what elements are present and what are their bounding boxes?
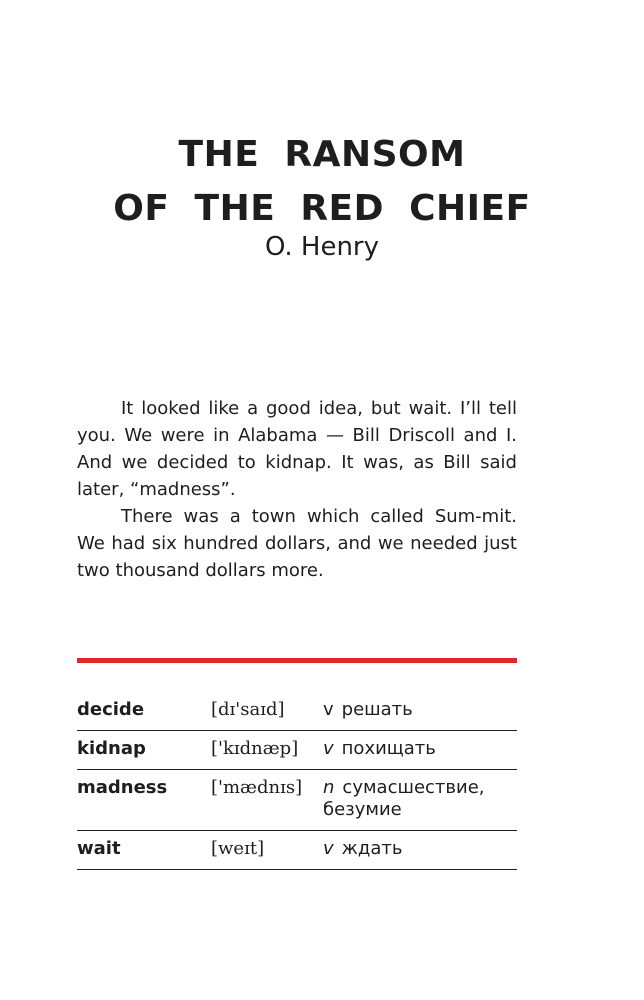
- vocab-row-wait: [77, 831, 517, 870]
- vocab-definition: [323, 738, 517, 760]
- vocab-row-decide: [77, 692, 517, 731]
- title-block: [0, 128, 644, 262]
- vocab-part-of-speech: v: [323, 738, 334, 759]
- vocab-word: wait: [77, 838, 121, 859]
- vocab-part-of-speech: v: [323, 838, 334, 859]
- vocab-transcription: [weɪt]: [211, 838, 265, 859]
- vocab-definition: [323, 699, 517, 721]
- vocab-translation: похищать: [341, 738, 436, 759]
- vocab-part-of-speech: v: [323, 699, 334, 720]
- vocab-word: madness: [77, 777, 168, 798]
- vocab-translation: сумасшествие, безумие: [323, 777, 485, 820]
- vocab-translation: ждать: [341, 838, 403, 859]
- paragraph-1: It looked like a good idea, but wait. I’ll tell you. We were in Alabama — Bill Driscoll and I. And we decided to kidnap. It was, as Bill said later, “madness”.: [77, 398, 517, 500]
- vocab-transcription: ['kɪdnæp]: [211, 738, 299, 759]
- vocab-definition: [323, 838, 517, 860]
- author-name: O. Henry: [264, 232, 380, 262]
- vocab-row-madness: [77, 770, 517, 831]
- vocab-transcription: ['mædnɪs]: [211, 777, 303, 798]
- red-divider: [77, 658, 517, 663]
- vocab-transcription: [dɪ'saɪd]: [211, 699, 285, 720]
- vocab-row-kidnap: [77, 731, 517, 770]
- story-text: [77, 395, 517, 584]
- title-line-1: THE RANSOM: [178, 134, 466, 175]
- vocab-definition: [323, 777, 517, 821]
- title-line-2: OF THE RED CHIEF: [113, 188, 531, 229]
- vocab-part-of-speech: n: [323, 777, 335, 798]
- vocab-word: kidnap: [77, 738, 146, 759]
- paragraph-2: There was a town which called Sum-mit. We had six hundred dollars, and we needed just two thousand dollars more.: [77, 506, 517, 581]
- vocabulary-table: [77, 692, 517, 870]
- vocab-translation: решать: [341, 699, 413, 720]
- vocab-word: decide: [77, 699, 145, 720]
